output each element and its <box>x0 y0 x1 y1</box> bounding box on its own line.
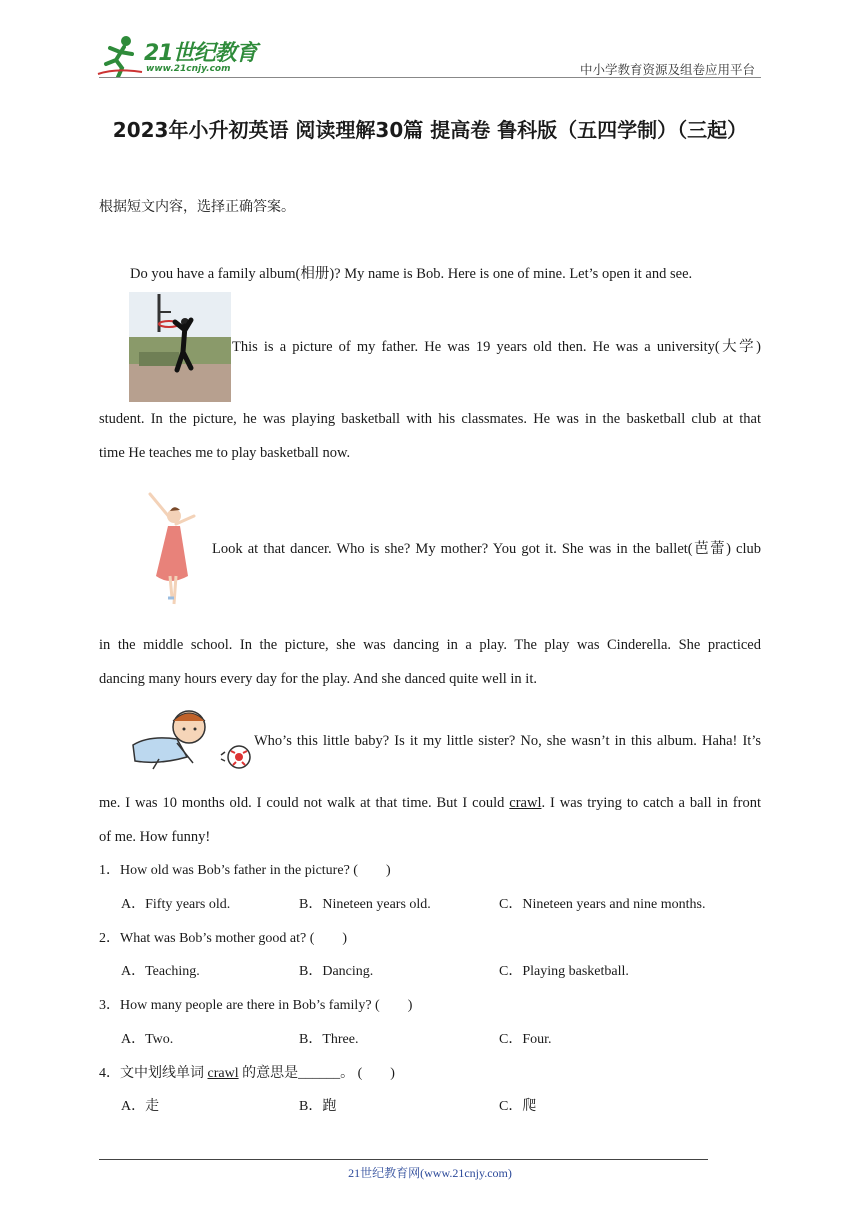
instruction: 根据短文内容，选择正确答案。 <box>99 199 295 215</box>
header-divider <box>99 77 761 78</box>
option-4b[interactable]: B．跑 <box>299 1099 337 1114</box>
passage-paragraph-2-line-3: time He teaches me to play basketball now. <box>99 445 351 461</box>
underlined-word-crawl: crawl <box>509 795 542 811</box>
passage-paragraph-4-line-2 <box>99 786 761 820</box>
option-2c[interactable]: C．Playing basketball. <box>499 964 629 979</box>
running-figure-icon <box>96 34 146 78</box>
question-text: 文中划线单词 <box>120 1066 208 1081</box>
option-1c[interactable]: C．Nineteen years and nine months. <box>499 897 706 912</box>
question-number: 2． <box>99 931 120 946</box>
passage-paragraph-2-line-2: student. In the picture, he was playing basketball with his classmates. He was in the basketball club at that <box>99 411 761 427</box>
question-4 <box>99 1064 395 1084</box>
question-number: 3． <box>99 998 120 1013</box>
question-3 <box>99 996 412 1016</box>
basketball-player-photo <box>129 292 231 402</box>
crawling-baby-with-ball-illustration <box>129 705 253 771</box>
option-2b[interactable]: B．Dancing. <box>299 964 374 979</box>
passage-paragraph-4-line-3: of me. How funny! <box>99 829 211 845</box>
text-segment: . I was trying to catch a ball in front <box>541 795 761 811</box>
option-2a[interactable]: A．Teaching. <box>121 964 200 979</box>
passage-paragraph-3-line-3: dancing many hours every day for the play. And she danced quite well in it. <box>99 671 537 687</box>
option-1b[interactable]: B．Nineteen years old. <box>299 897 431 912</box>
option-4a[interactable]: A．走 <box>121 1099 160 1114</box>
ballet-dancer-illustration <box>130 486 212 612</box>
question-1 <box>99 861 391 881</box>
underlined-word-crawl: crawl <box>207 1066 239 1081</box>
option-3b[interactable]: B．Three. <box>299 1032 359 1047</box>
site-logo <box>96 34 266 80</box>
text-segment: me. I was 10 months old. I could not walk at that time. But I could <box>99 795 510 811</box>
header-platform-text: 中小学教育资源及组卷应用平台 <box>579 62 755 77</box>
logo-text: 21世纪教育 <box>144 41 257 66</box>
logo-url: www.21cnjy.com <box>146 64 231 74</box>
page-title: 2023年小升初英语 阅读理解30篇 提高卷 鲁科版（五四学制）（三起） <box>112 118 748 142</box>
passage-paragraph-4-line-1: Who’s this little baby? Is it my little sister? No, she wasn’t in this album. Haha! It’s <box>254 733 761 749</box>
question-number: 1． <box>99 863 120 878</box>
passage-paragraph-1: Do you have a family album(相册)? My name is Bob. Here is one of mine. Let’s open it and see. <box>130 266 693 282</box>
passage-paragraph-2-line-1: This is a picture of my father. He was 19 years old then. He was a university(大学) <box>232 339 761 355</box>
question-text: How old was Bob’s father in the picture? ( ) <box>120 863 391 878</box>
option-1a[interactable]: A．Fifty years old. <box>121 897 231 912</box>
option-3a[interactable]: A．Two. <box>121 1032 174 1047</box>
option-3c[interactable]: C．Four. <box>499 1032 552 1047</box>
passage-paragraph-3-line-2: in the middle school. In the picture, she was dancing in a play. The play was Cinderella. She practiced <box>99 637 761 653</box>
question-number: 4． <box>99 1066 120 1081</box>
option-4c[interactable]: C．爬 <box>499 1099 537 1114</box>
footer-divider <box>99 1159 708 1160</box>
question-text: 的意思是______。 ( ) <box>238 1066 395 1081</box>
question-text: How many people are there in Bob’s family? ( ) <box>120 998 413 1013</box>
question-text: What was Bob’s mother good at? ( ) <box>120 931 348 946</box>
passage-paragraph-3-line-1: Look at that dancer. Who is she? My mother? You got it. She was in the ballet(芭蕾) club <box>212 541 761 557</box>
question-2 <box>99 929 347 949</box>
footer-link[interactable]: 21世纪教育网(www.21cnjy.com) <box>348 1166 512 1180</box>
